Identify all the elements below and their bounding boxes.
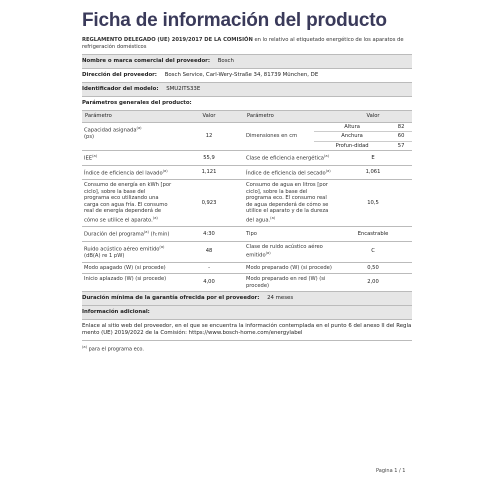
supplier-name-value: Bosch [217, 58, 234, 64]
footnote-mark: (a) [136, 125, 142, 130]
dimension-value: 60 [390, 132, 412, 142]
footnote-mark: (a) [325, 168, 331, 173]
dimension-value: 57 [397, 142, 405, 149]
dimension-row [314, 141, 412, 150]
program-duration-unit: (h:min) [150, 232, 170, 239]
standby-mode-label: Modo preparado (W) (si procede) [244, 262, 334, 274]
additional-info-text: Enlace al sitio web del proveedor, en el que se encuentra la información contemplada en el punto 6 del anexo II del Reglamento (UE) 2019/2022 de la Comisión: https://www.bosch-home.com/energylabel [82, 323, 412, 337]
additional-info-label: Información adicional: [82, 309, 150, 316]
additional-info-row [82, 320, 412, 341]
additional-info-title-row [82, 306, 412, 320]
energy-class-value: E [334, 151, 412, 165]
dimensions-label: Dimensiones en cm [244, 122, 314, 151]
table-row [82, 122, 412, 151]
supplier-address-row [82, 69, 412, 83]
standby-mode-value: 0,50 [334, 262, 412, 274]
footnote-mark: (a) [270, 216, 276, 220]
dimension-row [314, 123, 412, 132]
noise-label: Ruido acústico aéreo emitido [84, 246, 160, 253]
off-mode-value: - [174, 262, 244, 274]
program-duration-value: 4:30 [174, 227, 244, 241]
capacity-value: 12 [174, 122, 244, 151]
drying-index-value: 1,061 [334, 165, 412, 179]
off-mode-label: Modo apagado (W) (si procede) [82, 262, 174, 274]
footnote-mark: (a) [162, 168, 168, 173]
model-id-label: Identificador del modelo: [82, 86, 159, 92]
table-row [82, 262, 412, 274]
dimensions-table [314, 123, 412, 151]
model-id-value: SMU2ITS33E [166, 86, 201, 92]
guarantee-row [82, 292, 412, 306]
header-param-2: Parámetro [244, 111, 334, 122]
footnote-text: para el programa eco. [88, 347, 144, 354]
water-consumption-value: 10,5 [334, 180, 412, 227]
energy-consumption-label: Consumo de energía en kWh [por ciclo], sobre la base del programa eco utilizando una carga con agua fría. El consumo real de energía dependerá de cómo se utilice el aparato. [84, 182, 172, 224]
cleaning-index-label: Índice de eficiencia del lavado [84, 170, 163, 177]
guarantee-label: Duración mínima de la garantía ofrecida por el proveedor: [82, 295, 260, 302]
networked-standby-label: Modo preparado en red (W) (si procede) [244, 274, 334, 292]
noise-unit: (dB(A) re 1 pW) [84, 252, 125, 259]
table-row [82, 180, 412, 227]
iee-value: 55,9 [174, 151, 244, 165]
dimension-value: 82 [390, 123, 412, 132]
footnote-mark: (a) [82, 345, 88, 350]
dimension-row [314, 132, 412, 142]
table-row [82, 165, 412, 179]
general-params-title: Parámetros generales del producto: [82, 100, 192, 106]
footnote-mark: (a) [92, 154, 98, 159]
table-row [82, 151, 412, 165]
noise-class-label: Clase de ruido acústico aéreo emitido [246, 243, 323, 259]
footnote-mark: (a) [159, 244, 165, 249]
networked-standby-value: 2,00 [334, 274, 412, 292]
drying-index-label: Índice de eficiencia del secado [246, 170, 326, 177]
supplier-address-label: Dirección del proveedor: [82, 72, 157, 78]
footnote-mark: (a) [152, 216, 158, 220]
general-params-title-row [82, 97, 412, 111]
water-consumption-label: Consumo de agua en litros [por ciclo], sobre la base del programa eco. El consumo real de agua dependerá de cómo se utilice el aparato y de la dureza del agua. [246, 182, 329, 224]
energy-consumption-value: 0,923 [174, 180, 244, 227]
table-row [82, 241, 412, 262]
supplier-name-row [82, 55, 412, 69]
capacity-unit: (ps) [84, 133, 95, 140]
dimension-name: Altura [314, 123, 390, 132]
parameters-table [82, 111, 412, 292]
regulation-text: en lo relativo al etiquetado energético de los aparatos de refrigeración domésticos [82, 37, 404, 50]
supplier-name-label: Nombre o marca comercial del proveedor: [82, 58, 210, 64]
page-number: Pagina 1 / 1 [376, 468, 406, 474]
page-title: Ficha de información del producto [82, 10, 387, 31]
table-row [82, 274, 412, 292]
dimension-name: Profun-didad [335, 142, 369, 149]
cleaning-index-value: 1,121 [174, 165, 244, 179]
program-duration-label: Duración del programa [84, 232, 144, 239]
dimension-name: Anchura [314, 132, 390, 142]
footnote [82, 345, 412, 353]
header-value-2: Valor [334, 111, 412, 122]
delay-start-label: Inicio aplazado (W) (si procede) [82, 274, 174, 292]
footnote-mark: (a) [265, 251, 271, 256]
noise-value: 48 [174, 241, 244, 262]
type-label: Tipo [244, 227, 334, 241]
noise-class-value: C [334, 241, 412, 262]
delay-start-value: 4,00 [174, 274, 244, 292]
table-row [82, 227, 412, 241]
iee-label: IEE [84, 156, 93, 163]
capacity-label: Capacidad asignada [84, 127, 137, 134]
header-value: Valor [174, 111, 244, 122]
supplier-address-value: Bosch Service, Carl-Wery-Straße 34, 81739 München, DE [164, 72, 319, 78]
regulation-bold: REGLAMENTO DELEGADO (UE) 2019/2017 DE LA COMISIÓN [82, 37, 253, 43]
model-id-row [82, 83, 412, 97]
table-header-row [82, 111, 412, 122]
header-param: Parámetro [82, 111, 174, 122]
guarantee-value: 24 meses [267, 295, 294, 302]
regulation-reference [82, 37, 412, 55]
footnote-mark: (a) [323, 154, 329, 159]
footnote-mark: (a) [143, 230, 149, 235]
product-information-sheet [82, 10, 412, 353]
energy-class-label: Clase de eficiencia energética [246, 156, 324, 163]
type-value: Encastrable [334, 227, 412, 241]
